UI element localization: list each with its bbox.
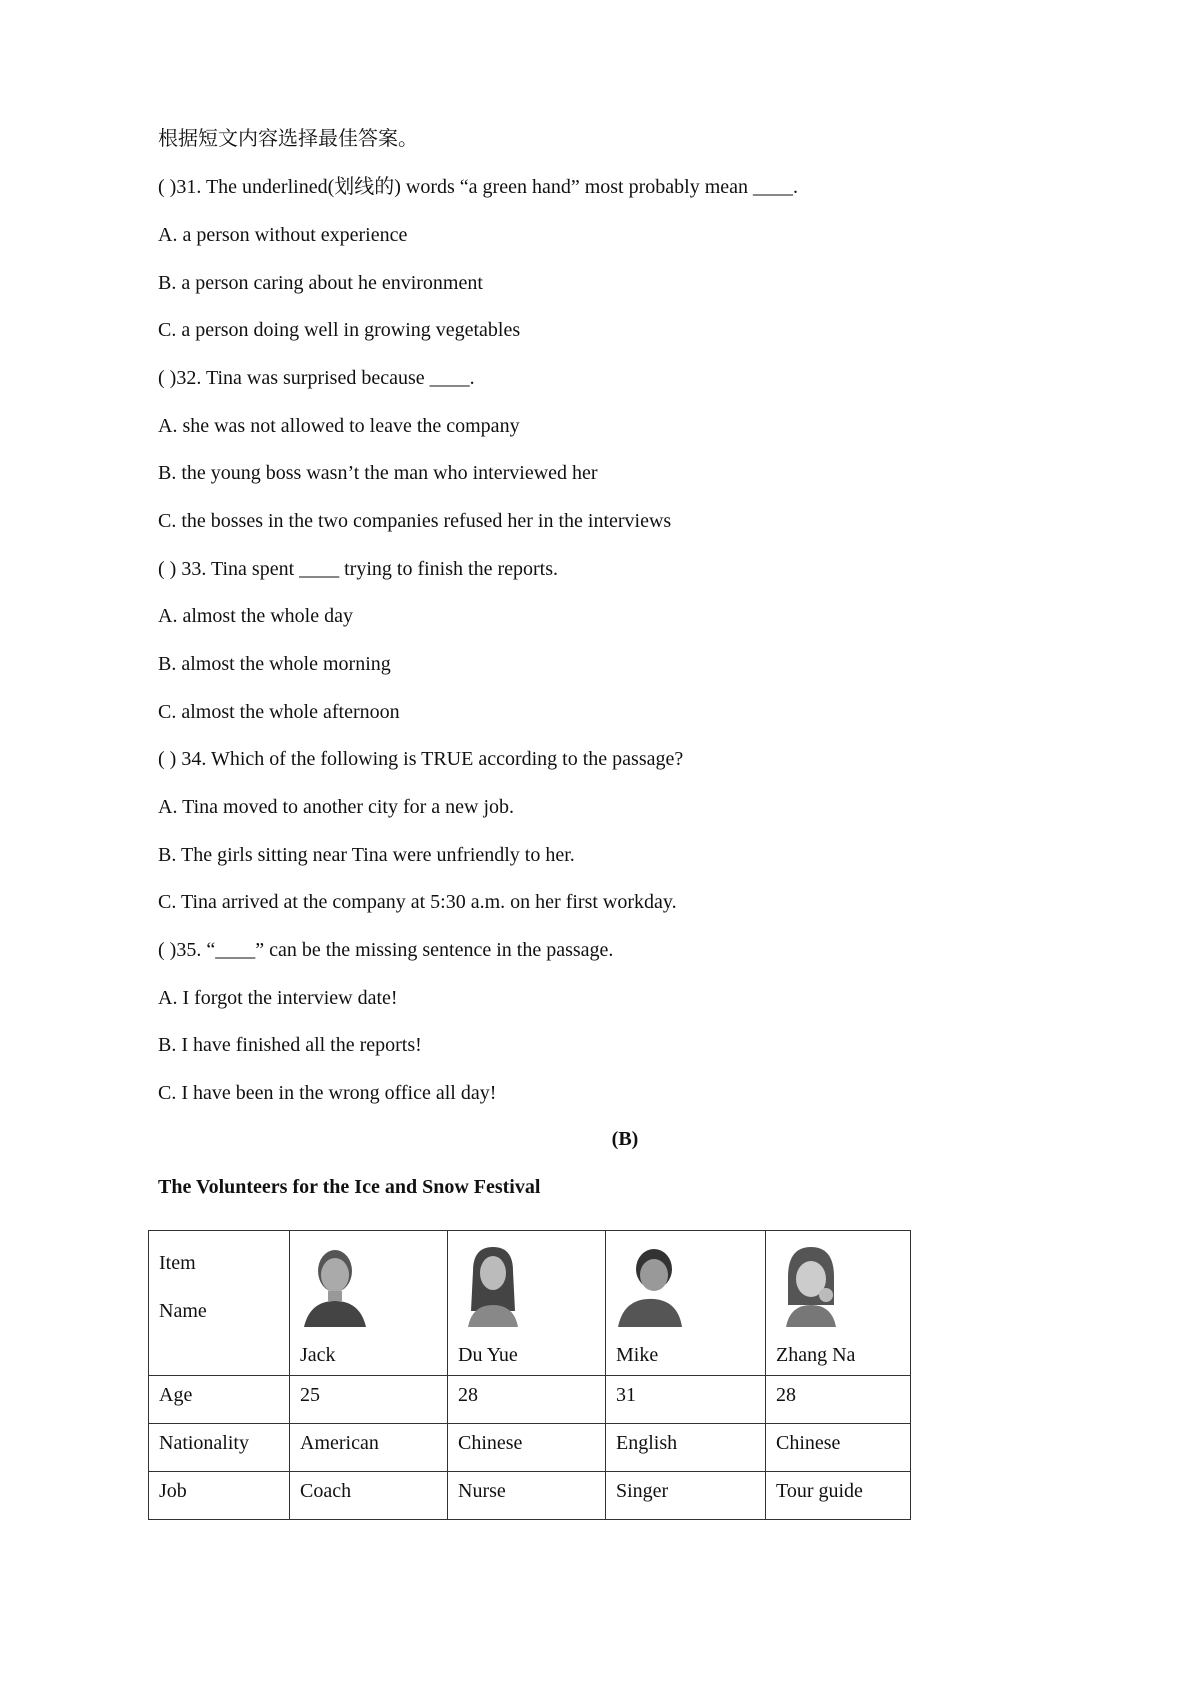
question-34-stem: ( ) 34. Which of the following is TRUE according to the passage? (158, 748, 684, 770)
question-35-option-c: C. I have been in the wrong office all day! (158, 1082, 497, 1104)
question-35-option-b: B. I have finished all the reports! (158, 1034, 422, 1056)
cell-nationality-zhang-na: Chinese (766, 1424, 911, 1472)
person-name-jack: Jack (300, 1344, 336, 1366)
question-34-option-a: A. Tina moved to another city for a new job. (158, 796, 515, 818)
question-35-option-a: A. I forgot the interview date! (158, 987, 398, 1009)
cell-age-zhang-na: 28 (766, 1376, 911, 1424)
table-row-nationality (149, 1424, 911, 1472)
row-label-age: Age (149, 1376, 290, 1424)
person-cell-mike (606, 1231, 766, 1376)
question-35-stem: ( )35. “____” can be the missing sentence in the passage. (158, 939, 614, 961)
person-cell-zhang-na (766, 1231, 911, 1376)
question-33-stem: ( ) 33. Tina spent ____ trying to finish the reports. (158, 558, 558, 580)
cell-job-mike: Singer (606, 1472, 766, 1520)
header-item-name-cell (149, 1231, 290, 1376)
row-label-job: Job (149, 1472, 290, 1520)
portrait-icon-mike (616, 1241, 686, 1327)
question-33-option-c: C. almost the whole afternoon (158, 701, 400, 723)
cell-job-jack: Coach (290, 1472, 448, 1520)
question-34-option-b: B. The girls sitting near Tina were unfriendly to her. (158, 844, 575, 866)
cell-job-du-yue: Nurse (448, 1472, 606, 1520)
volunteers-table (148, 1230, 911, 1520)
cell-age-jack: 25 (290, 1376, 448, 1424)
table-title: The Volunteers for the Ice and Snow Festival (158, 1176, 541, 1198)
cell-age-du-yue: 28 (448, 1376, 606, 1424)
question-31-stem: ( )31. The underlined(划线的) words “a green hand” most probably mean ____. (158, 176, 799, 198)
question-32-option-b: B. the young boss wasn’t the man who interviewed her (158, 462, 598, 484)
row-label-nationality: Nationality (149, 1424, 290, 1472)
portrait-icon-jack (300, 1241, 370, 1327)
question-33-option-b: B. almost the whole morning (158, 653, 391, 675)
question-34-option-c: C. Tina arrived at the company at 5:30 a.m. on her first workday. (158, 891, 677, 913)
cell-age-mike: 31 (606, 1376, 766, 1424)
header-item-label: Item (159, 1252, 196, 1274)
person-cell-du-yue (448, 1231, 606, 1376)
person-cell-jack (290, 1231, 448, 1376)
portrait-icon-zhang-na (776, 1241, 846, 1327)
portrait-icon-du-yue (458, 1241, 528, 1327)
cell-job-zhang-na: Tour guide (766, 1472, 911, 1520)
cell-nationality-jack: American (290, 1424, 448, 1472)
cell-nationality-mike: English (606, 1424, 766, 1472)
question-33-option-a: A. almost the whole day (158, 605, 353, 627)
person-name-zhang-na: Zhang Na (776, 1344, 856, 1366)
table-row-age (149, 1376, 911, 1424)
instruction-text: 根据短文内容选择最佳答案。 (158, 128, 418, 150)
question-32-stem: ( )32. Tina was surprised because ____. (158, 367, 475, 389)
question-32-option-a: A. she was not allowed to leave the company (158, 415, 520, 437)
question-31-option-b: B. a person caring about he environment (158, 272, 483, 294)
person-name-mike: Mike (616, 1344, 659, 1366)
question-31-option-a: A. a person without experience (158, 224, 408, 246)
cell-nationality-du-yue: Chinese (448, 1424, 606, 1472)
header-name-label: Name (159, 1300, 207, 1322)
question-32-option-c: C. the bosses in the two companies refused her in the interviews (158, 510, 672, 532)
table-row-job (149, 1472, 911, 1520)
table-header-row (149, 1231, 911, 1376)
person-name-du-yue: Du Yue (458, 1344, 518, 1366)
question-31-option-c: C. a person doing well in growing vegetables (158, 319, 521, 341)
section-label: (B) (611, 1128, 639, 1150)
